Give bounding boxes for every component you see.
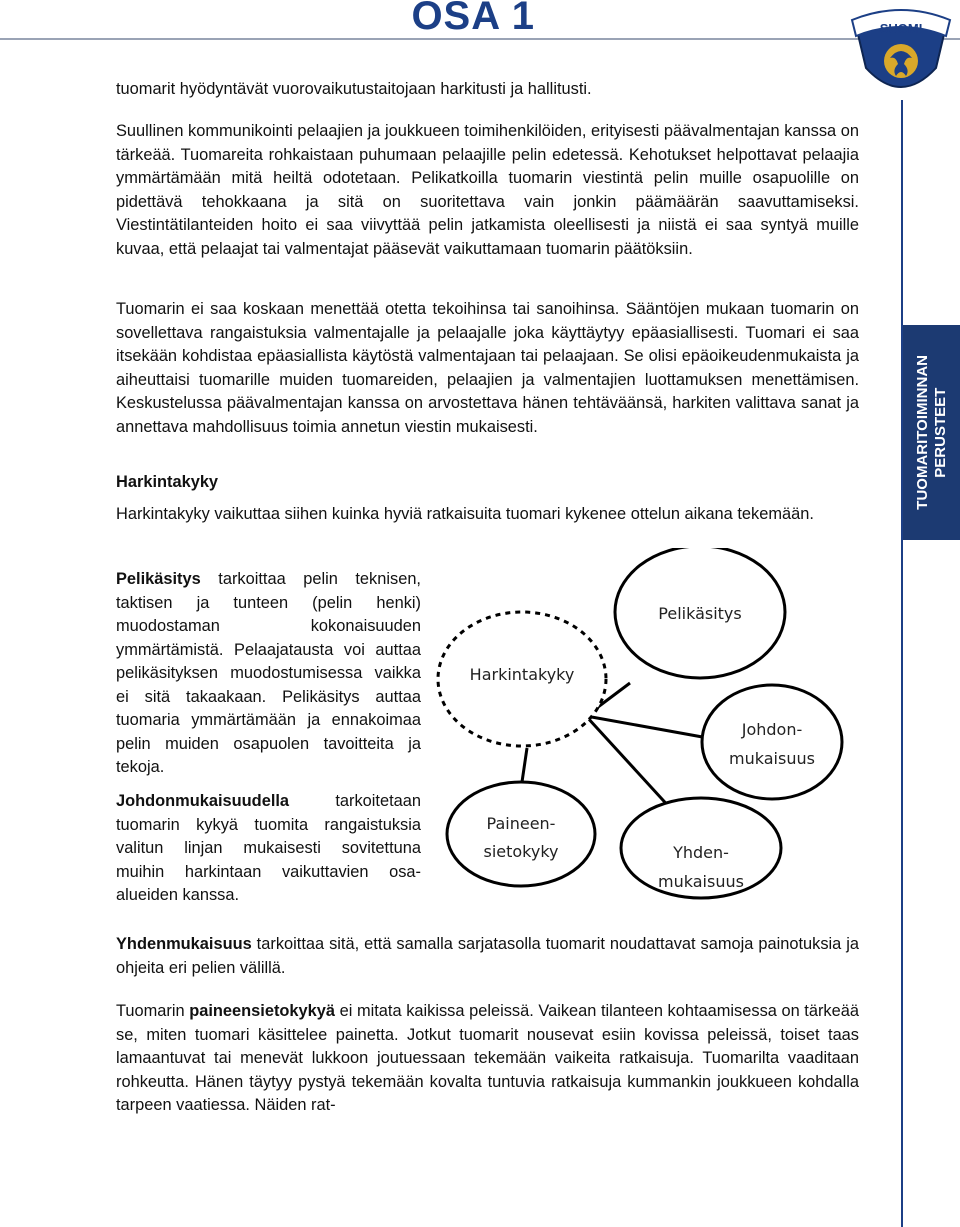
label-paine-1: Paineen- bbox=[486, 814, 556, 833]
margin-line bbox=[901, 100, 903, 1227]
text-paine-start: Tuomarin bbox=[116, 1002, 190, 1020]
text-paineensietokyky: ei mitata kaikissa peleissä. Vaikean tilanteen kohtaamisessa on tärkeää se, miten tuomari käsittelee painetta. Jotkut tuomarit nousevat esiin kovissa peleissä, toiset taas lamaantuvat tai menevät lukkoon joutuessaan tekemään vaikeita ratkaisuja. Tuomarilta vaaditaan rohkeutta. Hänen täytyy pystyä tekemään kovalta tuntuvia ratkaisuja kummankin joukkueen kohdalla tarpeen vaatiessa. Näiden rat- bbox=[116, 1002, 859, 1114]
paragraph-judgement: Harkintakyky vaikuttaa siihen kuinka hyviä ratkaisuita tuomari kykenee ottelun aikana tekemään. bbox=[116, 505, 814, 523]
judgement-diagram bbox=[430, 548, 850, 903]
label-johdon-2: mukaisuus bbox=[729, 749, 815, 768]
term-paineensietokyky: paineensietokykyä bbox=[189, 1002, 335, 1020]
label-yhden-2: mukaisuus bbox=[658, 872, 744, 891]
paragraph-communication: Suullinen kommunikointi pelaajien ja joukkueen toimihenkilöiden, erityisesti päävalmentajan kanssa on tärkeää. Tuomareita rohkaistaan puhumaan pelaajille pelin edetessä. Kehotukset helpottavat pelaajia ymmärtämään mitä heiltä odotetaan. Pelikatkoilla tuomarin viestintä pelin muille osapuolille on pidettävä tehokkaana ja sitä on suoritettava vain jonkin päämäärän saavuttamiseksi. Viestintätilanteiden hoito ei saa viivyttää pelin jatkamista oleellisesti ja niistä ei saa syntyä muille kuvaa, että pelaajat tai valmentajat pääsevät vaikuttamaan tuomarin päätöksiin. bbox=[116, 122, 859, 258]
label-yhden-1: Yhden- bbox=[673, 843, 729, 862]
paragraph-pelikasitys bbox=[116, 568, 421, 780]
term-johdonmukaisuus: Johdonmukaisuudella bbox=[116, 792, 290, 810]
paragraph-intro: tuomarit hyödyntävät vuorovaikutustaitojaan harkitusti ja hallitusti. bbox=[116, 80, 592, 98]
section-side-tab bbox=[903, 325, 960, 540]
paragraph-paineensietokyky bbox=[116, 1000, 859, 1118]
paragraph-johdonmukaisuus bbox=[116, 790, 421, 908]
term-pelikasitys: Pelikäsitys bbox=[116, 570, 201, 588]
term-yhdenmukaisuus: Yhdenmukaisuus bbox=[116, 935, 252, 953]
node-johdonmukaisuus bbox=[702, 685, 842, 799]
text-johdonmukaisuus: tarkoitetaan tuomarin kykyä tuomita rangaistuksia valitun linjan mukaisesti sovitettuna muihin harkintaan vaikuttavien osa-alueiden kanssa. bbox=[116, 792, 421, 904]
paragraph-yhdenmukaisuus bbox=[116, 933, 859, 980]
section-heading: Harkintakyky bbox=[116, 473, 219, 491]
logo-text: SUOMI bbox=[879, 21, 923, 36]
side-tab-label: TUOMARITOIMINNAN PERUSTEET bbox=[913, 355, 949, 510]
text-yhdenmukaisuus: tarkoittaa sitä, että samalla sarjatasolla tuomarit noudattavat samoja painotuksia ja ohjeita eri pelien välillä. bbox=[116, 935, 859, 977]
section-title: OSA 1 bbox=[411, 0, 535, 38]
connector-paineensietokyky bbox=[522, 748, 527, 782]
text-pelikasitys: tarkoittaa pelin teknisen, taktisen ja tunteen (pelin henki) muodostaman kokonaisuuden ymmärtämistä. Pelaajatausta voi auttaa pelikäsityksen muodostumisessa vaikka ei sitä takaakaan. Pelikäsitys auttaa tuomaria ymmärtämään ja ennakoimaa pelin muiden osapuolen tavoitteita ja tekoja. bbox=[116, 570, 421, 776]
label-harkintakyky: Harkintakyky bbox=[469, 665, 575, 684]
node-paineensietokyky bbox=[447, 782, 595, 886]
label-paine-2: sietokyky bbox=[483, 842, 559, 861]
label-johdon-1: Johdon- bbox=[741, 720, 803, 739]
label-pelikasitys: Pelikäsitys bbox=[658, 604, 742, 623]
paragraph-conduct: Tuomarin ei saa koskaan menettää otetta tekoihinsa tai sanoihinsa. Sääntöjen mukaan tuomarin on sovellettava rangaistuksia valmentajalle ja pelaajalle joka käyttäytyy epäasiallisesti. Tuomari ei saa itsekään kohdistaa epäasiallista käytöstä valmentajaan tai pelaajaan. Se olisi epäoikeudenmukaista ja aiheuttaisi tuomarille muiden tuomareiden, pelaajien ja valmentajien luottamuksen menettämisen. Keskustelussa päävalmentajan kanssa on arvostettava hänen tehtäväänsä, harkiten valittava sanat ja annettava mahdollisuus toimia annetun viestin mukaisesti. bbox=[116, 300, 859, 436]
